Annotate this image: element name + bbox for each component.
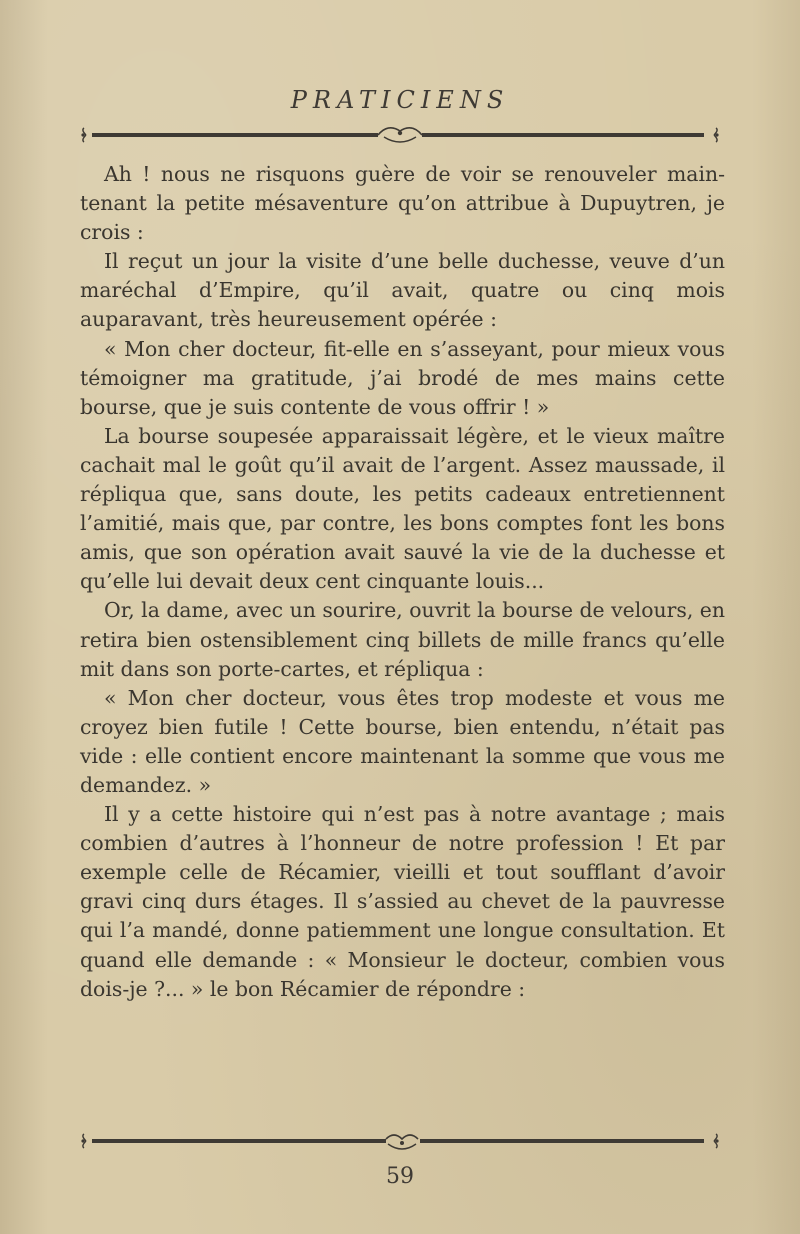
paragraph-5: Or, la dame, avec un sourire, ouvrit la bourse de velours, en retira bien ostensiblement cinq billets de mille francs qu’elle mit dans son porte-cartes, et répliqua : xyxy=(80,598,725,681)
top-ornament-rule xyxy=(80,124,720,146)
paragraph-7: Il y a cette histoire qui n’est pas à notre avantage ; mais combien d’autres à l’honneur de notre profession ! Et par exemple celle de Récamier, vieilli et tout soufflant d’avoir gravi cinq durs étages. Il s’assied au chevet de la pauvresse qui l’a mandé, donne patiemment une longue consultation. Et quand elle demande : « Monsieur le docteur, combien vous dois-je ?... » le bon Récamier de répondre : xyxy=(80,802,725,1001)
paragraph-6: « Mon cher docteur, vous êtes trop modeste et vous me croyez bien futile ! Cette bourse, bien entendu, n’était pas vide : elle contient encore maintenant la somme que vous me demandez. » xyxy=(80,685,725,797)
bottom-ornament-rule xyxy=(80,1130,720,1152)
running-head: PRATICIENS xyxy=(290,86,510,114)
page-number: 59 xyxy=(386,1164,414,1189)
paragraph-1: Ah ! nous ne risquons guère de voir se renouveler maintenant la petite mésaventure qu’on attribue à Dupuytren, je crois : xyxy=(80,162,725,245)
paragraph-2: Il reçut un jour la visite d’une belle duchesse, veuve d’un maréchal d’Empire, qu’il avait, quatre ou cinq mois auparavant, très heureusement opérée : xyxy=(80,249,725,332)
paragraph-4: La bourse soupesée apparaissait légère, et le vieux maître cachait mal le goût qu’il avait de l’argent. Assez maussade, il répliqua que, sans doute, les petits cadeaux entretiennent l’amitié, mais que, par contre, les bons comptes font les bons amis, que son opération avait sauvé la vie de la duchesse et qu’elle lui devait deux cent cinquante louis... xyxy=(80,423,725,594)
body-text xyxy=(80,160,725,1004)
paragraph-3: « Mon cher docteur, fit-elle en s’asseyant, pour mieux vous témoigner ma gratitude, j’ai brodé de mes mains cette bourse, que je suis contente de vous offrir ! » xyxy=(80,336,725,419)
